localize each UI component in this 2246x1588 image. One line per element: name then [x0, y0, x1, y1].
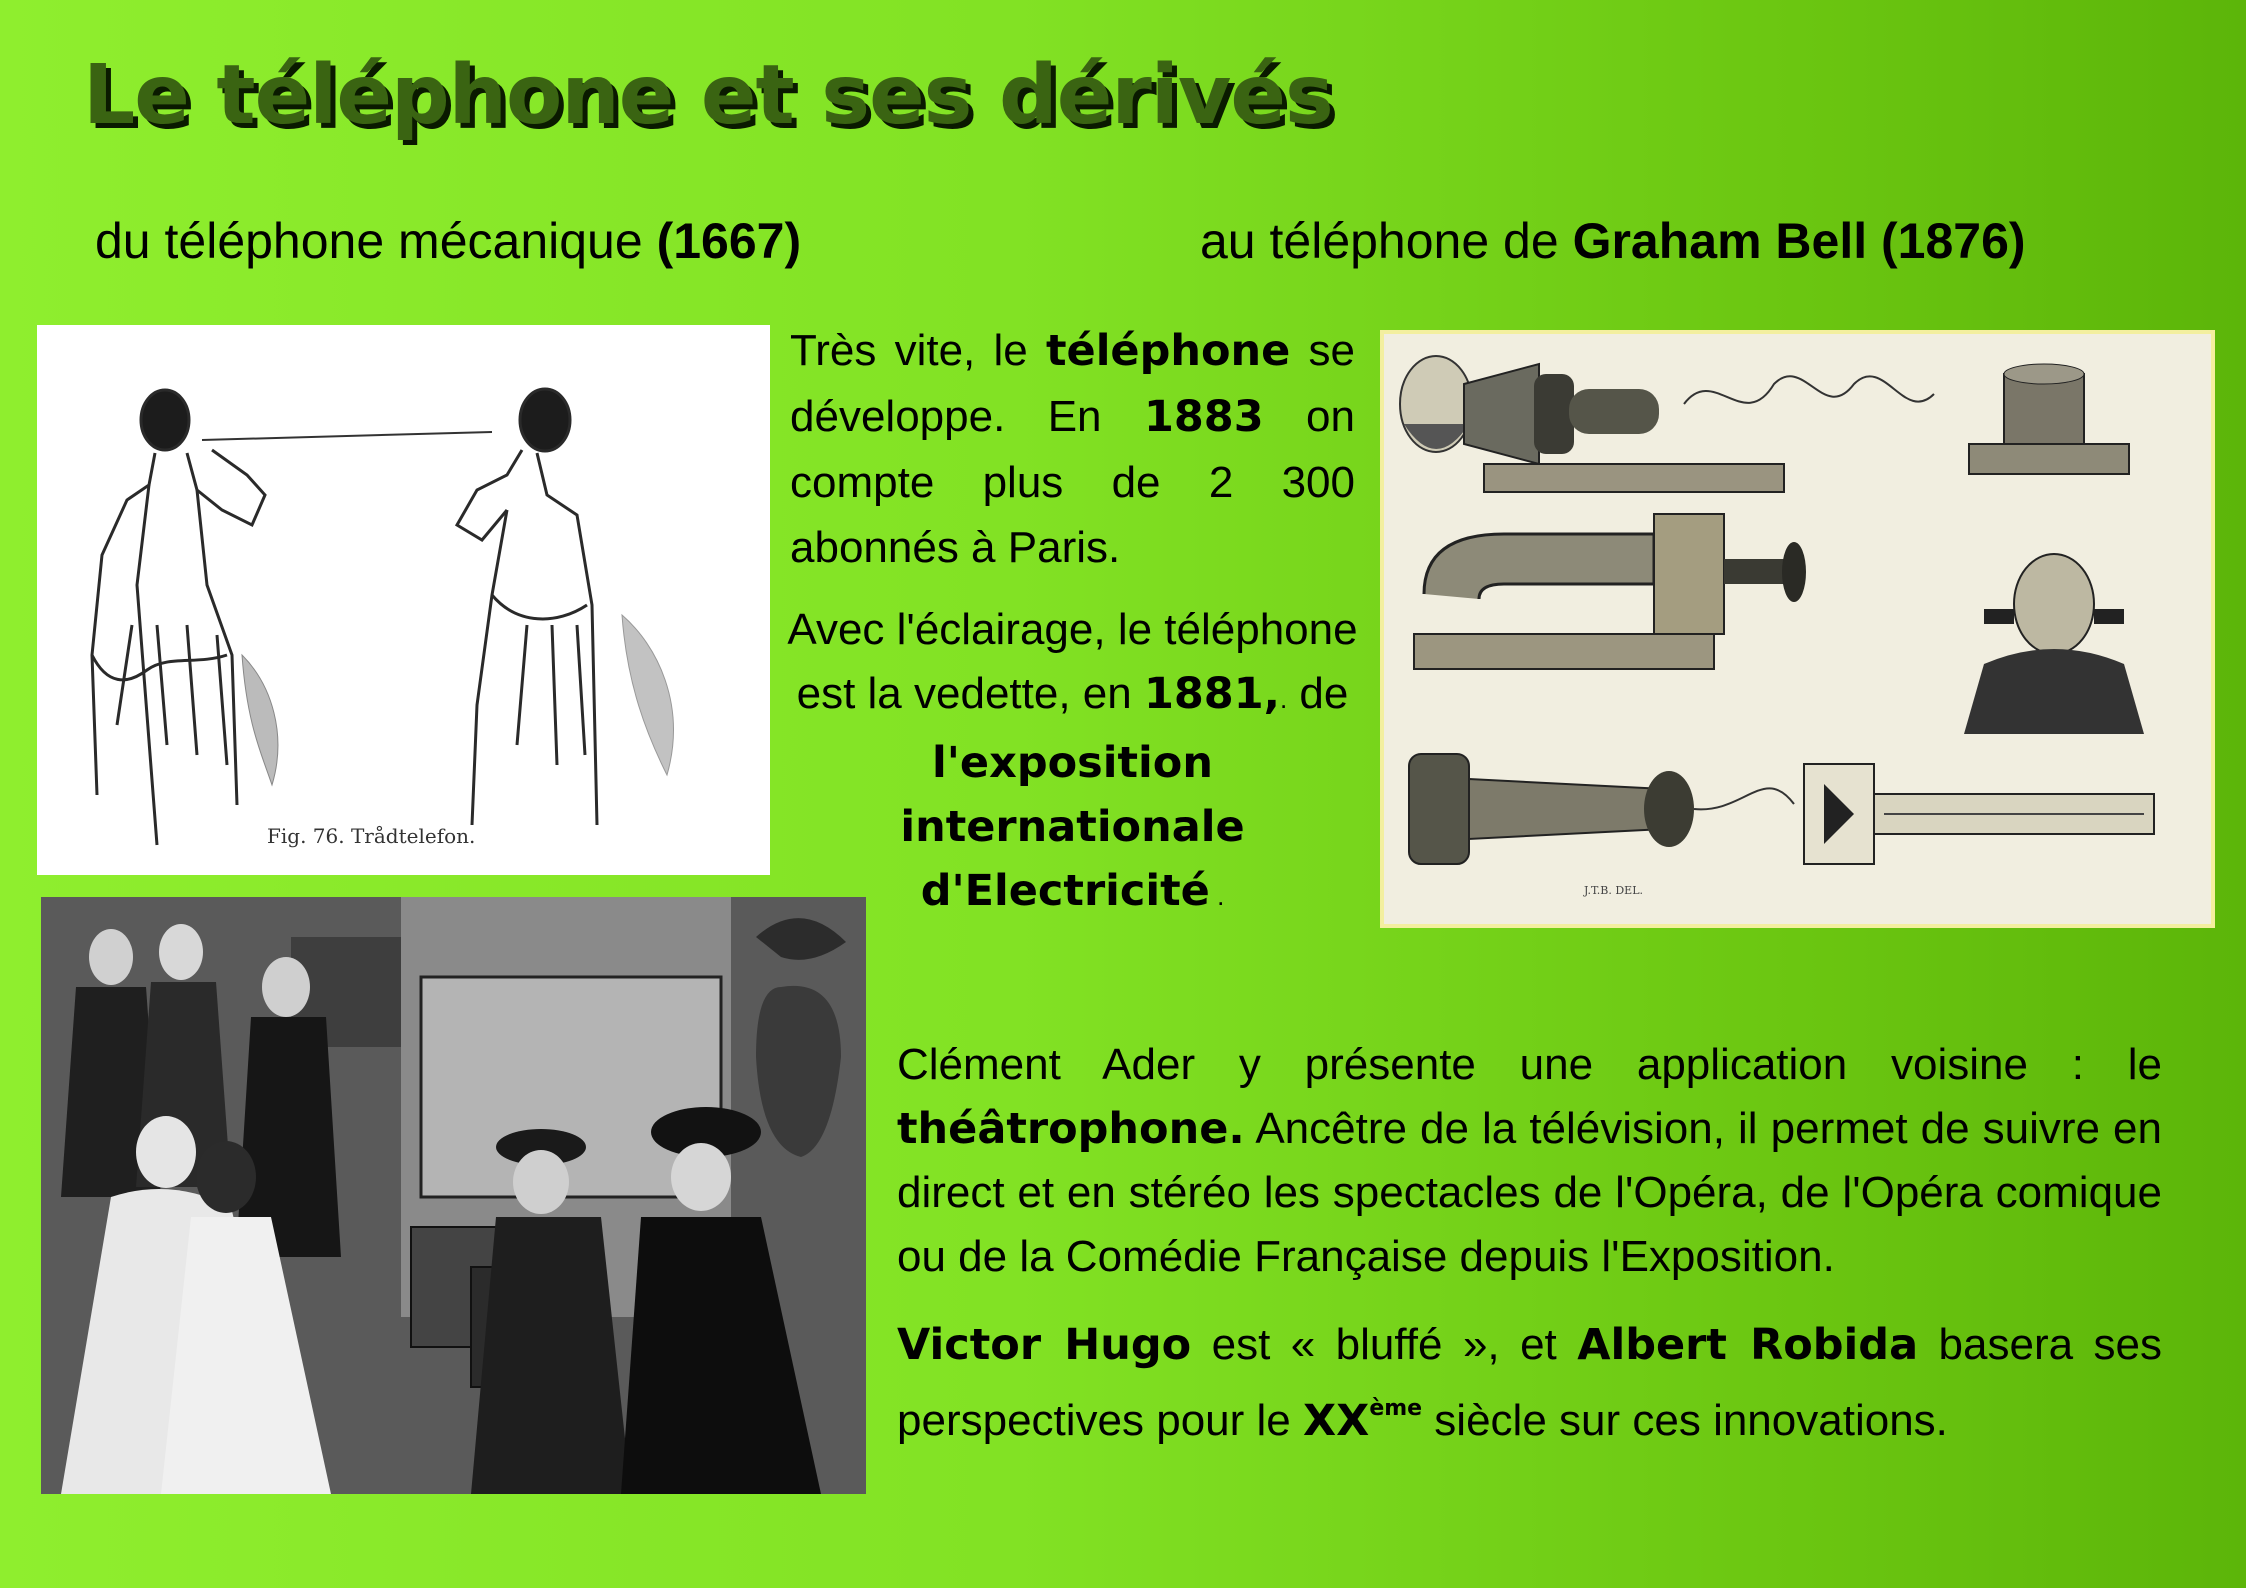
bell-telephone-drawing — [1384, 334, 2211, 924]
p4-text-1: est « bluffé », et — [1191, 1320, 1578, 1369]
p2-text-1: Avec l'éclairage, le téléphone est la vedette, en — [787, 605, 1358, 718]
p3-text-1: Clément Ader y présente une application voisine : le — [897, 1040, 2162, 1089]
p2-text-3: . — [1209, 881, 1225, 911]
subtitle-left-text: du téléphone mécanique — [95, 213, 657, 269]
engraving-caption: Fig. 76. Trådtelefon. — [267, 824, 476, 848]
p4-bold-century: XX — [1303, 1396, 1370, 1446]
p4-bold-victor-hugo: Victor Hugo — [897, 1320, 1192, 1370]
subtitle-right-name: Graham Bell (1876) — [1572, 213, 2026, 269]
paragraph-electricity-exhibition — [770, 598, 1375, 928]
paragraph-telephone-growth — [790, 318, 1355, 580]
p4-bold-albert-robida: Albert Robida — [1577, 1320, 1919, 1370]
p4-superscript: ème — [1369, 1396, 1423, 1421]
p1-text-2: se développe. En — [790, 326, 1355, 441]
page-title: Le téléphone et ses dérivés — [83, 48, 1333, 143]
p1-bold-telephone: téléphone — [1045, 326, 1291, 376]
string-telephone-drawing — [37, 325, 770, 875]
p4-text-3: siècle sur ces innovations. — [1422, 1396, 1948, 1445]
p1-text-3: on compte plus de 2 300 abonnés à Paris. — [790, 392, 1355, 572]
p3-bold-theatrophone: théâtrophone. — [897, 1104, 1245, 1154]
p1-bold-year: 1883 — [1143, 392, 1264, 442]
bell-telephone-engraving — [1380, 330, 2215, 928]
theatrophone-drawing — [41, 897, 866, 1494]
p4-text-2: basera ses perspectives pour le — [897, 1320, 2162, 1445]
p3-text-2: Ancêtre de la télévision, il permet de suivre en direct et en stéréo les spectacles de l'Opéra, de l'Opéra comique ou de la Comédie Française depuis l'Exposition. — [897, 1104, 2162, 1281]
subtitle-left-year: (1667) — [656, 213, 802, 269]
subtitle-graham-bell — [1200, 212, 2026, 270]
p2-bold-year: 1881, — [1143, 669, 1280, 719]
subtitle-mechanical-telephone — [95, 212, 801, 270]
p2-dot: . — [1279, 684, 1288, 714]
paragraph-victor-hugo — [897, 1313, 2162, 1453]
p2-text-2: de — [1287, 669, 1349, 718]
theatrophone-scene-illustration — [41, 897, 866, 1494]
p2-bold-exhibition: l'exposition internationale d'Electricité — [900, 738, 1245, 916]
paragraph-theatrophone — [897, 1033, 2162, 1289]
engraving-signature: J.T.B. DEL. — [1584, 884, 1643, 897]
subtitle-right-text: au téléphone de — [1200, 213, 1573, 269]
p1-text-1: Très vite, le — [790, 326, 1046, 375]
string-telephone-illustration — [37, 325, 770, 875]
